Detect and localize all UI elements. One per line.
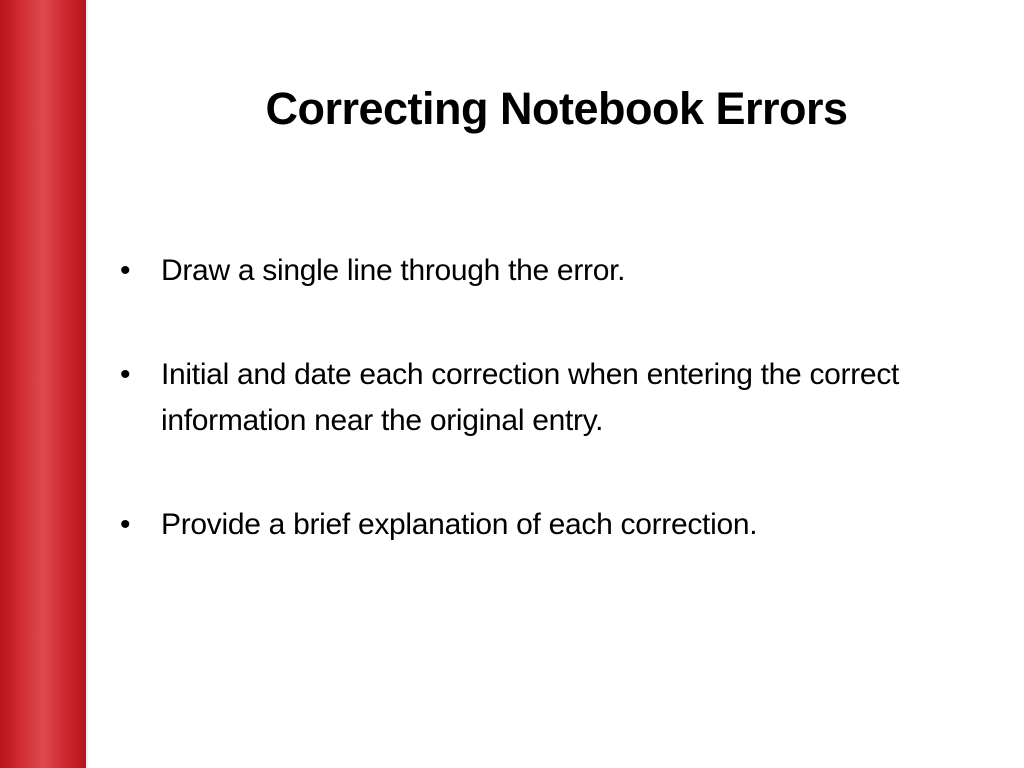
bullet-text: Provide a brief explanation of each correction.: [161, 508, 758, 541]
bullet-item: [118, 248, 988, 294]
slide-title: Correcting Notebook Errors: [265, 83, 848, 134]
bullet-item: [118, 502, 988, 548]
bullet-text: Initial and date each correction when entering the correct information near the original entry.: [161, 358, 900, 437]
bullet-item: [118, 352, 988, 444]
bullet-dot-icon: •: [120, 508, 131, 541]
side-accent-bar: [0, 0, 86, 768]
bullet-list: [118, 248, 988, 606]
bullet-dot-icon: •: [120, 358, 131, 391]
bullet-dot-icon: •: [120, 254, 131, 287]
bullet-text: Draw a single line through the error.: [161, 254, 626, 287]
